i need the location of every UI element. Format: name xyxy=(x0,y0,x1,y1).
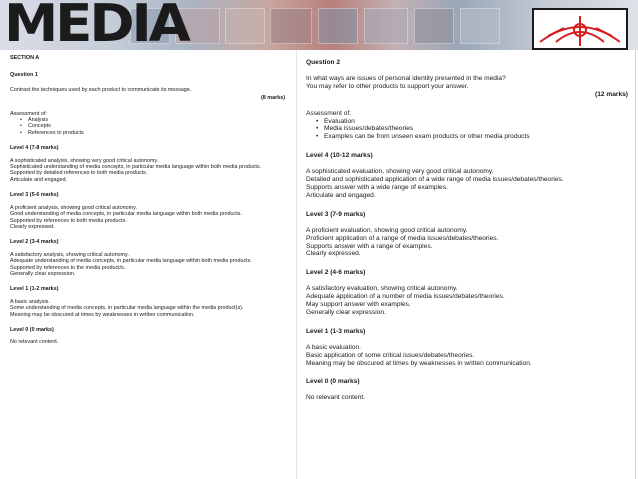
level-title: Level 1 (1-3 marks) xyxy=(306,327,366,335)
banner-photo-tile xyxy=(460,8,500,44)
level-block xyxy=(306,211,628,259)
level-block xyxy=(10,239,285,277)
page-edge-rule xyxy=(635,50,636,479)
level-block xyxy=(10,286,285,318)
question-1-title: Question 1 xyxy=(10,72,38,79)
assessment-heading: Assessment of: xyxy=(306,109,352,117)
level-line: Supported by detailed references to both media products. xyxy=(10,170,148,177)
level-line: Proficient application of a range of media issues/debates/theories. xyxy=(306,234,499,242)
logo xyxy=(532,8,628,50)
assessment-item: • Media issues/debates/theories xyxy=(316,125,628,133)
level-line: Basic application of some critical issues/debates/theories. xyxy=(306,351,475,359)
level-title: Level 3 (7-9 marks) xyxy=(306,210,366,218)
level-line: No relevant content. xyxy=(306,394,366,402)
level-line: Supports answer with a wide range of examples. xyxy=(306,183,448,191)
level-block xyxy=(306,378,628,402)
banner-photo-tile xyxy=(225,8,265,44)
level-line: A basic evaluation. xyxy=(306,343,361,351)
assessment-item: • Analysis xyxy=(20,117,285,123)
question-2-line: You may refer to other products to support your answer. xyxy=(306,82,469,90)
level-line: May support answer with examples. xyxy=(306,301,411,309)
level-line: A satisfactory evaluation, showing critical autonomy. xyxy=(306,285,458,293)
logo-emblem-icon xyxy=(534,10,626,48)
level-block xyxy=(10,145,285,183)
level-title: Level 3 (5-6 marks) xyxy=(10,192,59,199)
right-column xyxy=(306,50,628,479)
level-line: Articulate and engaged. xyxy=(10,176,67,183)
level-line: Adequate understanding of media concepts, in particular media language within both media products. xyxy=(10,258,252,265)
level-line: Clearly expressed. xyxy=(306,250,361,258)
level-line: Sophisticated understanding of media concepts, in particular media language within both media products. xyxy=(10,164,262,171)
column-divider xyxy=(296,50,297,479)
level-line: Some understanding of media concepts, in particular media language within the media product(s). xyxy=(10,305,244,312)
level-line: A satisfactory analysis, showing critical autonomy. xyxy=(10,251,129,258)
level-line: A sophisticated analysis, showing very good critical autonomy. xyxy=(10,157,159,164)
assessment-item: • Evaluation xyxy=(316,118,628,126)
level-title: Level 4 (7-8 marks) xyxy=(10,145,59,152)
assessment-item: • Concepts xyxy=(20,123,285,129)
assessment-list xyxy=(20,117,285,136)
document-page xyxy=(0,50,638,479)
level-block xyxy=(10,327,285,346)
level-block xyxy=(306,269,628,317)
level-title: Level 1 (1-2 marks) xyxy=(10,286,59,293)
level-title: Level 2 (4-6 marks) xyxy=(306,269,366,277)
level-line: Supported by references to both media products. xyxy=(10,217,127,224)
level-block xyxy=(306,328,628,368)
banner-photo-tile xyxy=(318,8,358,44)
section-title: SECTION A xyxy=(10,55,40,61)
assessment-block xyxy=(306,110,628,142)
assessment-heading: Assessment of: xyxy=(10,110,47,117)
level-line: Detailed and sophisticated application of a wide range of media issues/debates/theories. xyxy=(306,176,564,184)
question-1-text: Contrast the techniques used by each product to communicate its message. xyxy=(10,86,192,93)
question-2-title: Question 2 xyxy=(306,59,341,66)
banner-photo-tile xyxy=(270,8,312,44)
level-line: Articulate and engaged. xyxy=(306,191,376,199)
level-line: No relevant content. xyxy=(10,339,59,346)
question-1-marks: (8 marks) xyxy=(261,95,285,102)
level-title: Level 0 (0 marks) xyxy=(306,378,360,386)
level-line: A proficient evaluation, showing good critical autonomy. xyxy=(306,226,468,234)
question-2-marks: (12 marks) xyxy=(595,90,628,98)
assessment-list xyxy=(316,118,628,142)
left-column xyxy=(10,50,285,479)
level-title: Level 2 (3-4 marks) xyxy=(10,239,59,246)
level-line: Clearly expressed. xyxy=(10,223,55,230)
level-line: Generally clear expression. xyxy=(306,308,386,316)
assessment-block xyxy=(10,111,285,137)
banner-photo-tile xyxy=(414,8,454,44)
level-block xyxy=(10,192,285,230)
level-line: Supports answer with a range of examples. xyxy=(306,242,433,250)
question-2-line: In what ways are issues of personal identity presented in the media? xyxy=(306,74,506,82)
level-line: A basic analysis. xyxy=(10,298,50,305)
level-line: Supported by references to the media product/s. xyxy=(10,264,126,271)
level-title: Level 4 (10-12 marks) xyxy=(306,152,373,160)
level-line: Meaning may be obscured at times by weaknesses in written communication. xyxy=(306,359,532,367)
banner-photo-tile xyxy=(364,8,408,44)
assessment-item: • Examples can be from unseen exam products or other media products xyxy=(316,133,628,141)
level-line: A proficient analysis, showing good critical autonomy. xyxy=(10,204,137,211)
level-line: Generally clear expression. xyxy=(10,270,76,277)
level-line: Adequate application of a number of media issues/debates/theories. xyxy=(306,293,505,301)
assessment-item: • References to products xyxy=(20,130,285,136)
level-block xyxy=(306,152,628,200)
level-title: Level 0 (0 marks) xyxy=(10,326,54,333)
level-line: Good understanding of media concepts, in particular media language within both media products. xyxy=(10,211,242,218)
header-banner xyxy=(0,0,638,50)
level-line: A sophisticated evaluation, showing very good critical autonomy. xyxy=(306,168,494,176)
banner-title: MEDIA xyxy=(4,0,188,50)
level-line: Meaning may be obscured at times by weaknesses in written communication. xyxy=(10,311,195,318)
